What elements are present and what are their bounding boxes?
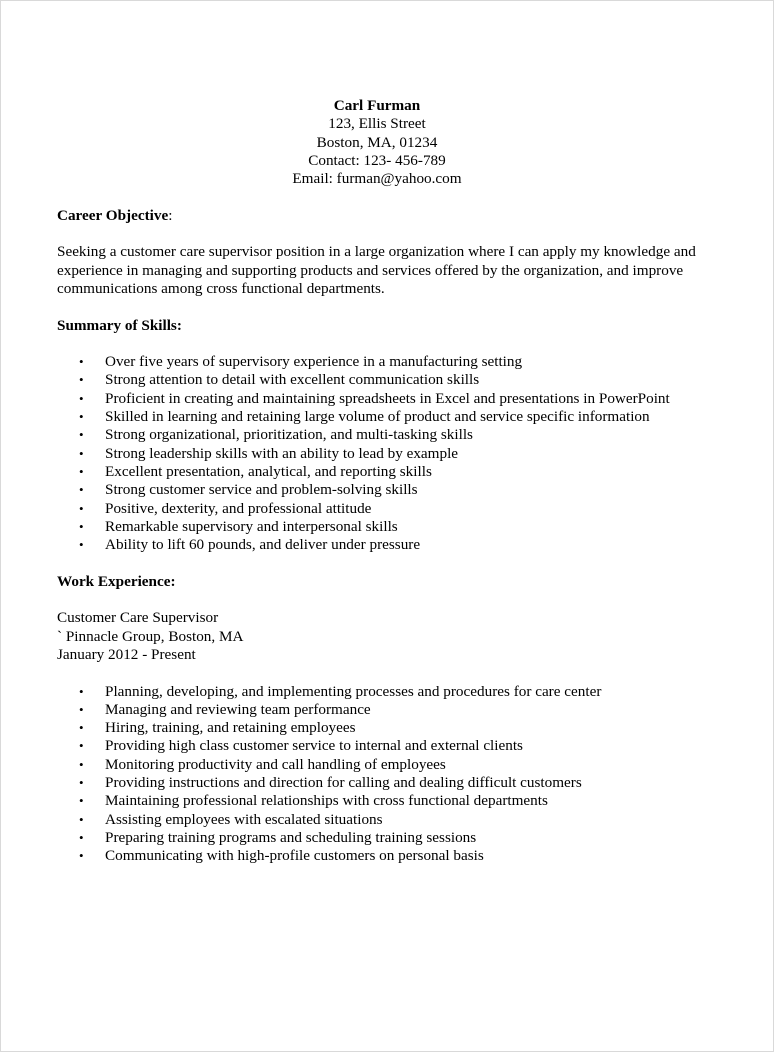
- duty-item-text: Providing high class customer service to internal and external clients: [105, 737, 523, 755]
- skill-item: [57, 390, 697, 408]
- job-company: ` Pinnacle Group, Boston, MA: [57, 627, 244, 645]
- job-dates: January 2012 - Present: [57, 645, 196, 663]
- duty-item-text: Maintaining professional relationships with cross functional departments: [105, 792, 548, 810]
- bullet-point: •: [79, 518, 84, 534]
- bullet-point: •: [79, 372, 84, 388]
- duty-item-text: Preparing training programs and scheduling training sessions: [105, 828, 477, 846]
- bullet-point: •: [79, 756, 84, 772]
- skill-item-text: Positive, dexterity, and professional attitude: [105, 499, 372, 517]
- duty-item: [57, 701, 697, 719]
- duty-item: [57, 737, 697, 755]
- skill-item-text: Strong leadership skills with an ability to lead by example: [105, 444, 459, 462]
- duty-item-text: Assisting employees with escalated situations: [105, 810, 383, 828]
- job-details: [57, 609, 697, 664]
- contact-email: Email: furman@yahoo.com: [292, 170, 462, 188]
- bullet-point: •: [79, 701, 84, 717]
- bullet-point: •: [79, 774, 84, 790]
- bullet-point: •: [79, 829, 84, 845]
- skill-item: [57, 408, 697, 426]
- duty-item: [57, 847, 697, 865]
- bullet-point: •: [79, 427, 84, 443]
- skill-item-text: Excellent presentation, analytical, and reporting skills: [105, 462, 432, 480]
- resume-content: [57, 97, 697, 865]
- duty-item: [57, 719, 697, 737]
- bullet-point: •: [79, 500, 84, 516]
- bullet-point: •: [79, 463, 84, 479]
- bullet-point: •: [79, 445, 84, 461]
- duty-item: [57, 792, 697, 810]
- duty-item-text: Communicating with high-profile customers on personal basis: [105, 847, 484, 865]
- skill-item-text: Skilled in learning and retaining large volume of product and service specific information: [105, 408, 650, 426]
- bullet-point: •: [79, 390, 84, 406]
- street-address: 123, Ellis Street: [328, 115, 426, 133]
- objective-heading-colon: :: [168, 206, 173, 224]
- bullet-point: •: [79, 793, 84, 809]
- skill-item: [57, 353, 697, 371]
- duty-item: [57, 811, 697, 829]
- duty-item: [57, 829, 697, 847]
- bullet-point: •: [79, 811, 84, 827]
- duties-list: [57, 683, 697, 866]
- bullet-point: •: [79, 720, 84, 736]
- duty-item-text: Hiring, training, and retaining employees: [105, 719, 356, 737]
- contact-header: [57, 97, 697, 188]
- contact-phone: Contact: 123- 456-789: [308, 151, 446, 169]
- bullet-point: •: [79, 683, 84, 699]
- bullet-point: •: [79, 482, 84, 498]
- skill-item: [57, 536, 697, 554]
- candidate-name: Carl Furman: [333, 97, 421, 114]
- objective-heading: [57, 207, 697, 225]
- objective-text: Seeking a customer care supervisor position in a large organization where I can apply my knowledge and experience in managing and supporting products and services offered by the organization, and improve communications among cross functional departments.: [57, 243, 696, 297]
- skills-list: [57, 353, 697, 554]
- duty-item: [57, 683, 697, 701]
- duty-item-text: Monitoring productivity and call handling of employees: [105, 755, 446, 773]
- duty-item-text: Planning, developing, and implementing processes and procedures for care center: [105, 682, 602, 700]
- experience-heading: Work Experience:: [57, 572, 176, 590]
- bullet-point: •: [79, 848, 84, 864]
- skill-item: [57, 426, 697, 444]
- city-address: Boston, MA, 01234: [316, 133, 438, 151]
- job-title: Customer Care Supervisor: [57, 609, 219, 627]
- bullet-point: •: [79, 537, 84, 553]
- skill-item-text: Remarkable supervisory and interpersonal skills: [105, 517, 398, 535]
- skill-item: [57, 371, 697, 389]
- skill-item: [57, 500, 697, 518]
- skill-item-text: Ability to lift 60 pounds, and deliver under pressure: [105, 536, 421, 554]
- skills-heading: Summary of Skills:: [57, 316, 182, 334]
- bullet-point: •: [79, 354, 84, 370]
- skill-item: [57, 481, 697, 499]
- skill-item-text: Strong attention to detail with excellent communication skills: [105, 371, 480, 389]
- bullet-point: •: [79, 738, 84, 754]
- skill-item-text: Proficient in creating and maintaining spreadsheets in Excel and presentations in PowerPoint: [105, 389, 670, 407]
- skill-item: [57, 445, 697, 463]
- skill-item: [57, 518, 697, 536]
- duty-item-text: Managing and reviewing team performance: [105, 700, 371, 718]
- skill-item-text: Strong customer service and problem-solving skills: [105, 481, 418, 499]
- skill-item-text: Strong organizational, prioritization, and multi-tasking skills: [105, 426, 473, 444]
- skill-item-text: Over five years of supervisory experience in a manufacturing setting: [105, 353, 523, 371]
- duty-item-text: Providing instructions and direction for calling and dealing difficult customers: [105, 773, 582, 791]
- bullet-point: •: [79, 409, 84, 425]
- objective-heading-label: Career Objective: [57, 206, 169, 224]
- skill-item: [57, 463, 697, 481]
- duty-item: [57, 756, 697, 774]
- duty-item: [57, 774, 697, 792]
